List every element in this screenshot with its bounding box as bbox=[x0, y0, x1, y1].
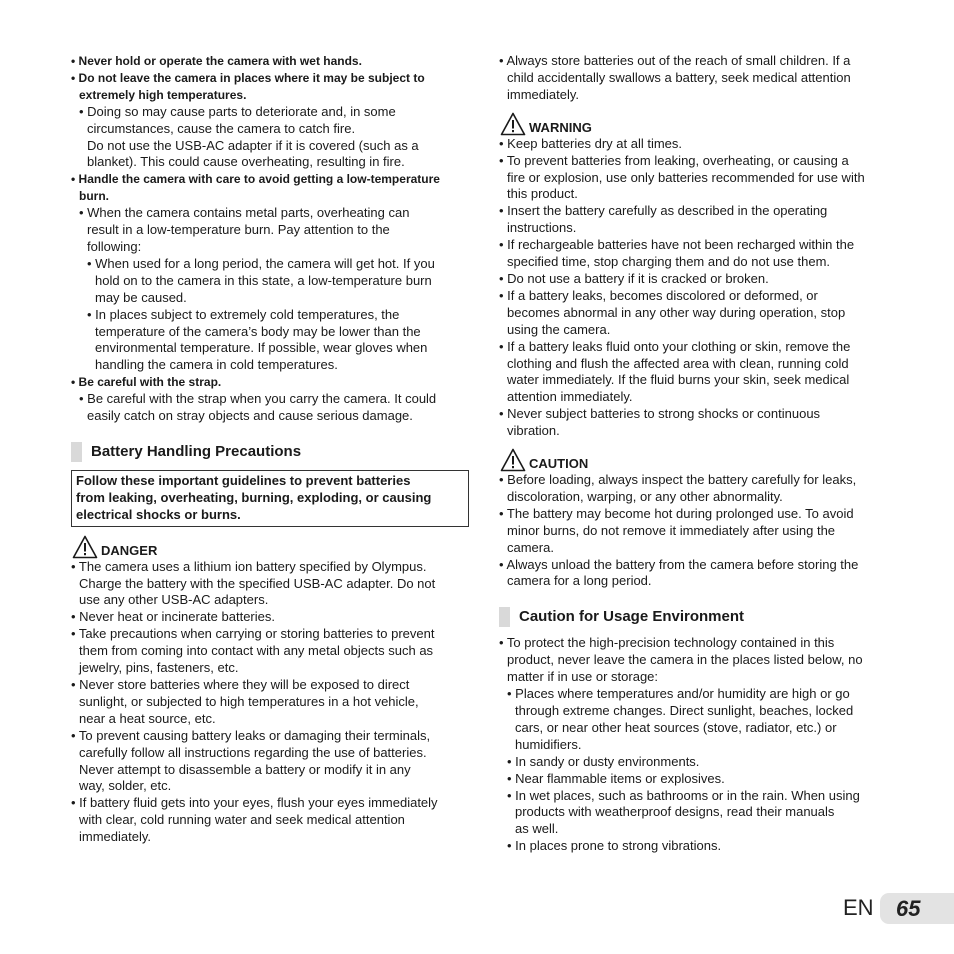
text-line: • The camera uses a lithium ion battery specified by Olympus. bbox=[71, 558, 427, 574]
text-line: • To protect the high-precision technology contained in this bbox=[499, 635, 835, 651]
left-column bbox=[71, 53, 471, 846]
text-line: extremely high temperatures. bbox=[79, 87, 247, 102]
warning-list bbox=[499, 136, 899, 440]
text-line: Do not use the USB-AC adapter if it is covered (such as a bbox=[87, 137, 419, 153]
box-line: from leaking, overheating, burning, exploding, or causing bbox=[76, 489, 432, 505]
text-line: child accidentally swallows a battery, seek medical attention bbox=[507, 69, 851, 85]
text-line: fire or explosion, use only batteries recommended for use with bbox=[507, 169, 865, 185]
text-line: them from coming into contact with any metal objects such as bbox=[79, 643, 434, 659]
text-line: • The battery may become hot during prolonged use. To avoid bbox=[499, 505, 854, 521]
text-line: • Be careful with the strap when you carry the camera. It could bbox=[79, 391, 437, 407]
caution-list bbox=[499, 472, 899, 590]
text-line: • In sandy or dusty environments. bbox=[507, 753, 700, 769]
warning-triangle-icon bbox=[500, 112, 526, 136]
text-line: use any other USB-AC adapters. bbox=[79, 592, 269, 608]
text-line: • To prevent causing battery leaks or damaging their terminals, bbox=[71, 727, 431, 743]
danger-list-continued bbox=[499, 53, 899, 104]
text-line: as well. bbox=[515, 821, 559, 837]
text-line: • Be careful with the strap. bbox=[71, 375, 222, 390]
caution-heading bbox=[499, 448, 899, 472]
section-title: Caution for Usage Environment bbox=[519, 608, 745, 626]
text-line: sunlight, or subjected to high temperatures in a hot vehicle, bbox=[79, 693, 419, 709]
text-line: • If a battery leaks, becomes discolored or deformed, or bbox=[499, 287, 818, 303]
text-line: using the camera. bbox=[507, 321, 611, 337]
language-code: EN bbox=[843, 895, 874, 920]
warning-triangle-icon bbox=[72, 535, 98, 559]
text-line: through extreme changes. Direct sunlight, beaches, locked bbox=[515, 703, 854, 718]
text-line: result in a low-temperature burn. Pay attention to the bbox=[87, 222, 390, 238]
battery-guidelines-box bbox=[71, 470, 469, 527]
text-line: • Doing so may cause parts to deteriorate and, in some bbox=[79, 103, 396, 119]
text-line: immediately. bbox=[79, 829, 152, 845]
text-line: • If rechargeable batteries have not been recharged within the bbox=[499, 237, 855, 253]
text-line: • To prevent batteries from leaking, overheating, or causing a bbox=[499, 152, 849, 168]
text-line: camera for a long period. bbox=[507, 573, 652, 589]
text-line: • When the camera contains metal parts, overheating can bbox=[79, 205, 410, 221]
text-line: • Never hold or operate the camera with wet hands. bbox=[71, 54, 362, 68]
text-line: jewelry, pins, fasteners, etc. bbox=[79, 660, 239, 676]
text-line: • Insert the battery carefully as described in the operating bbox=[499, 203, 828, 219]
text-line: product, never leave the camera in the places listed below, no bbox=[507, 652, 863, 668]
text-line: • Near flammable items or explosives. bbox=[507, 770, 725, 786]
page-number: 65 bbox=[896, 896, 921, 921]
camera-handling-list bbox=[71, 53, 471, 425]
text-line: • Handle the camera with care to avoid getting a low-temperature bbox=[71, 172, 440, 187]
text-line: Never attempt to disassemble a battery or modify it in any bbox=[79, 761, 411, 777]
warning-triangle-icon bbox=[500, 448, 526, 472]
text-line: • Keep batteries dry at all times. bbox=[499, 135, 683, 151]
text-line: • Do not leave the camera in places where it may be subject to bbox=[71, 70, 425, 85]
page-number-tab bbox=[880, 893, 954, 924]
text-line: way, solder, etc. bbox=[79, 778, 172, 794]
section-heading-environment bbox=[499, 607, 899, 628]
right-column bbox=[499, 53, 899, 855]
text-line: • If battery fluid gets into your eyes, flush your eyes immediately bbox=[71, 795, 438, 811]
text-line: handling the camera in cold temperatures. bbox=[95, 357, 338, 373]
danger-list bbox=[71, 559, 471, 846]
text-line: discoloration, warping, or any other abnormality. bbox=[507, 488, 783, 504]
text-line: camera. bbox=[507, 539, 554, 555]
text-line: easily catch on stray objects and cause serious damage. bbox=[87, 408, 413, 424]
text-line: • Before loading, always inspect the battery carefully for leaks, bbox=[499, 472, 857, 488]
section-heading-bar bbox=[71, 442, 82, 462]
section-title: Battery Handling Precautions bbox=[91, 442, 302, 460]
text-line: • If a battery leaks fluid onto your clothing or skin, remove the bbox=[499, 338, 851, 354]
text-line: humidifiers. bbox=[515, 736, 582, 752]
section-heading-battery bbox=[71, 442, 471, 463]
text-line: Charge the battery with the specified USB-AC adapter. Do not bbox=[79, 575, 436, 591]
text-line: temperature of the camera’s body may be lower than the bbox=[95, 323, 421, 339]
text-line: • Always unload the battery from the camera before storing the bbox=[499, 556, 859, 572]
text-line: • Places where temperatures and/or humidity are high or go bbox=[507, 686, 850, 702]
danger-label: DANGER bbox=[101, 542, 158, 558]
text-line: products with weatherproof designs, read their manuals bbox=[515, 804, 835, 820]
section-heading-bar bbox=[499, 607, 510, 627]
text-line: near a heat source, etc. bbox=[79, 710, 216, 726]
text-line: • In places subject to extremely cold temperatures, the bbox=[87, 306, 400, 322]
text-line: circumstances, cause the camera to catch fire. bbox=[87, 120, 356, 136]
text-line: following: bbox=[87, 238, 142, 254]
text-line: minor burns, do not remove it immediately after using the bbox=[507, 522, 836, 538]
text-line: specified time, stop charging them and do not use them. bbox=[507, 254, 831, 270]
text-line: clothing and flush the affected area with clean, running cold bbox=[507, 355, 849, 371]
warning-label: WARNING bbox=[529, 119, 592, 135]
text-line: becomes abnormal in any other way during operation, stop bbox=[507, 304, 846, 320]
danger-heading bbox=[71, 535, 471, 559]
caution-label: CAUTION bbox=[529, 456, 589, 472]
text-line: blanket). This could cause overheating, resulting in fire. bbox=[87, 154, 405, 170]
text-line: • Never subject batteries to strong shocks or continuous bbox=[499, 406, 821, 422]
text-line: • Always store batteries out of the reach of small children. If a bbox=[499, 53, 851, 68]
warning-heading bbox=[499, 112, 899, 136]
text-line: this product. bbox=[507, 186, 578, 202]
text-line: carefully follow all instructions regarding the use of batteries. bbox=[79, 744, 427, 760]
text-line: with clear, cold running water and seek medical attention bbox=[79, 812, 405, 828]
box-line: electrical shocks or burns. bbox=[76, 506, 241, 522]
text-line: • When used for a long period, the camera will get hot. If you bbox=[87, 255, 435, 271]
text-line: • In wet places, such as bathrooms or in the rain. When using bbox=[507, 787, 860, 803]
text-line: • Never store batteries where they will be exposed to direct bbox=[71, 677, 410, 692]
text-line: cars, or near other heat sources (stove, radiator, etc.) or bbox=[515, 719, 837, 735]
text-line: water immediately. If the fluid burns your skin, seek medical bbox=[507, 372, 850, 388]
text-line: burn. bbox=[79, 189, 109, 204]
text-line: • Never heat or incinerate batteries. bbox=[71, 609, 275, 625]
text-line: environmental temperature. If possible, wear gloves when bbox=[95, 340, 428, 356]
text-line: vibration. bbox=[507, 423, 560, 439]
text-line: • In places prone to strong vibrations. bbox=[507, 838, 722, 854]
text-line: attention immediately. bbox=[507, 389, 633, 405]
text-line: hold on to the camera in this state, a low-temperature burn bbox=[95, 272, 432, 288]
text-line: may be caused. bbox=[95, 289, 187, 305]
box-line: Follow these important guidelines to prevent batteries bbox=[76, 472, 411, 488]
text-line: • Take precautions when carrying or storing batteries to prevent bbox=[71, 626, 435, 642]
text-line: instructions. bbox=[507, 220, 577, 236]
text-line: immediately. bbox=[507, 86, 580, 102]
environment-list bbox=[499, 635, 899, 855]
text-line: matter if in use or storage: bbox=[507, 669, 659, 685]
text-line: • Do not use a battery if it is cracked or broken. bbox=[499, 270, 769, 286]
